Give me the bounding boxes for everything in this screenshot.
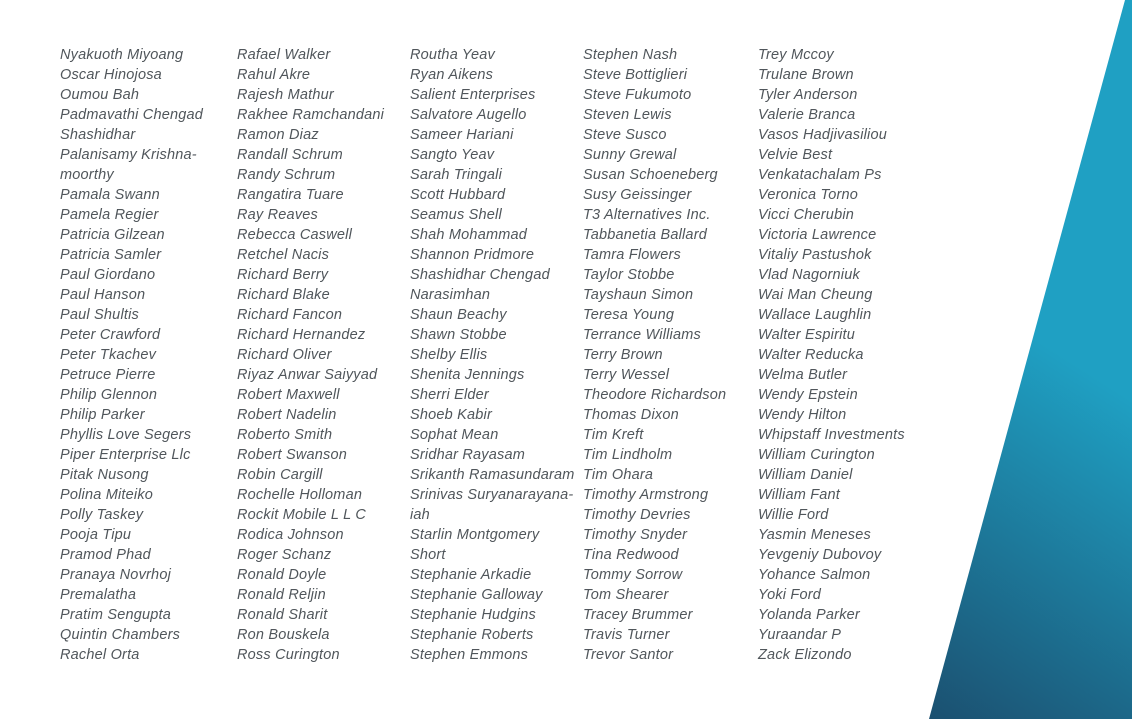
name-entry: Petruce Pierre — [60, 367, 156, 383]
name-entry: Palanisamy Krishna- — [60, 147, 197, 163]
name-entry: Rafael Walker — [237, 47, 331, 63]
name-entry: Velvie Best — [758, 147, 833, 163]
name-entry: Zack Elizondo — [758, 647, 852, 663]
name-entry: Peter Tkachev — [60, 347, 157, 363]
name-entry: Ronald Sharit — [237, 607, 328, 623]
name-entry: Steve Fukumoto — [583, 87, 692, 103]
name-entry: Wendy Epstein — [758, 387, 858, 403]
name-entry: Shah Mohammad — [410, 227, 528, 243]
name-entry: Ronald Doyle — [237, 567, 327, 583]
name-entry: Travis Turner — [583, 627, 670, 643]
name-entry: Sangto Yeav — [410, 147, 495, 163]
names-column-5 — [758, 45, 938, 665]
name-entry: Veronica Torno — [758, 187, 859, 203]
name-entry: Tom Shearer — [583, 587, 669, 603]
name-entry: Sameer Hariani — [410, 127, 514, 143]
name-entry: Tim Lindholm — [583, 447, 673, 463]
names-column-4 — [583, 45, 763, 665]
name-entry: Welma Butler — [758, 367, 848, 383]
name-entry: Salvatore Augello — [410, 107, 527, 123]
name-entry: Stephen Emmons — [410, 647, 529, 663]
name-entry: Salient Enterprises — [410, 87, 536, 103]
name-entry: Steve Susco — [583, 127, 667, 143]
name-entry: Theodore Richardson — [583, 387, 727, 403]
name-entry: Padmavathi Chengad — [60, 107, 204, 123]
name-entry: Tim Kreft — [583, 427, 644, 443]
name-entry: Yuraandar P — [758, 627, 842, 643]
name-entry: Premalatha — [60, 587, 137, 603]
name-entry: Rochelle Holloman — [237, 487, 363, 503]
name-entry: Robert Swanson — [237, 447, 347, 463]
names-column-3 — [410, 45, 590, 665]
name-entry: Patricia Gilzean — [60, 227, 165, 243]
name-entry: Richard Berry — [237, 267, 329, 283]
name-entry: Tamra Flowers — [583, 247, 681, 263]
name-entry: Walter Espiritu — [758, 327, 856, 343]
name-entry: Sophat Mean — [410, 427, 499, 443]
name-entry: Valerie Branca — [758, 107, 856, 123]
name-entry: Rockit Mobile L L C — [237, 507, 366, 523]
name-entry: Richard Hernandez — [237, 327, 366, 343]
name-entry: Whipstaff Investments — [758, 427, 905, 443]
name-entry: Srikanth Ramasundaram — [410, 467, 575, 483]
name-entry: Yolanda Parker — [758, 607, 860, 623]
name-entry: Walter Reducka — [758, 347, 864, 363]
name-entry: Tina Redwood — [583, 547, 679, 563]
name-entry: Ronald Reljin — [237, 587, 326, 603]
name-entry: Ray Reaves — [237, 207, 318, 223]
name-entry: Richard Oliver — [237, 347, 332, 363]
name-entry: Peter Crawford — [60, 327, 161, 343]
name-entry: Wai Man Cheung — [758, 287, 873, 303]
name-entry: Pramod Phad — [60, 547, 151, 563]
name-entry: Pitak Nusong — [60, 467, 149, 483]
name-entry: Vlad Nagorniuk — [758, 267, 860, 283]
name-entry: Philip Glennon — [60, 387, 158, 403]
name-entry: Stephanie Hudgins — [410, 607, 536, 623]
name-entry: Polly Taskey — [60, 507, 144, 523]
name-entry: Rodica Johnson — [237, 527, 344, 543]
name-entry: Trevor Santor — [583, 647, 674, 663]
name-entry: Tabbanetia Ballard — [583, 227, 707, 243]
name-entry: Thomas Dixon — [583, 407, 679, 423]
name-entry: Philip Parker — [60, 407, 145, 423]
name-entry: Sridhar Rayasam — [410, 447, 526, 463]
name-entry: Starlin Montgomery — [410, 527, 540, 543]
name-entry: T3 Alternatives Inc. — [583, 207, 711, 223]
name-entry: Terry Wessel — [583, 367, 670, 383]
name-entry: Shelby Ellis — [410, 347, 488, 363]
name-entry: William Fant — [758, 487, 841, 503]
name-entry: Ryan Aikens — [410, 67, 494, 83]
name-entry: Shoeb Kabir — [410, 407, 493, 423]
names-column-2 — [237, 45, 417, 665]
name-entry: Yohance Salmon — [758, 567, 871, 583]
name-entry: Stephen Nash — [583, 47, 678, 63]
name-entry: Shashidhar — [60, 127, 136, 143]
name-entry: Shawn Stobbe — [410, 327, 507, 343]
name-entry: Venkatachalam Ps — [758, 167, 882, 183]
name-entry: Yoki Ford — [758, 587, 822, 603]
name-entry: Vicci Cherubin — [758, 207, 855, 223]
name-entry: Ross Curington — [237, 647, 340, 663]
name-entry: Tracey Brummer — [583, 607, 693, 623]
name-entry: Paul Giordano — [60, 267, 156, 283]
name-entry: Quintin Chambers — [60, 627, 181, 643]
name-entry: Shaun Beachy — [410, 307, 507, 323]
name-entry: Susy Geissinger — [583, 187, 692, 203]
name-entry: Robin Cargill — [237, 467, 323, 483]
name-entry: Nyakuoth Miyoang — [60, 47, 184, 63]
name-entry: Sarah Tringali — [410, 167, 502, 183]
name-entry: Stephanie Galloway — [410, 587, 543, 603]
name-entry: Wendy Hilton — [758, 407, 847, 423]
name-entry: Willie Ford — [758, 507, 829, 523]
name-entry: Stephanie Arkadie — [410, 567, 532, 583]
name-entry: Short — [410, 547, 446, 563]
name-entry: Roberto Smith — [237, 427, 333, 443]
name-entry: Narasimhan — [410, 287, 491, 303]
name-entry: Timothy Devries — [583, 507, 691, 523]
name-entry: Sherri Elder — [410, 387, 489, 403]
name-entry: Tayshaun Simon — [583, 287, 694, 303]
name-entry: Patricia Samler — [60, 247, 162, 263]
name-entry: Retchel Nacis — [237, 247, 330, 263]
name-entry: Rahul Akre — [237, 67, 311, 83]
name-entry: iah — [410, 507, 430, 523]
name-entry: Pamala Swann — [60, 187, 160, 203]
name-entry: Phyllis Love Segers — [60, 427, 192, 443]
name-entry: Stephanie Roberts — [410, 627, 534, 643]
name-entry: Richard Fancon — [237, 307, 343, 323]
name-entry: Teresa Young — [583, 307, 675, 323]
name-entry: Paul Shultis — [60, 307, 139, 323]
name-entry: Ron Bouskela — [237, 627, 330, 643]
name-entry: Pooja Tipu — [60, 527, 132, 543]
name-entry: Terrance Williams — [583, 327, 701, 343]
name-entry: Robert Maxwell — [237, 387, 340, 403]
name-entry: Taylor Stobbe — [583, 267, 675, 283]
name-entry: Scott Hubbard — [410, 187, 506, 203]
name-entry: Rebecca Caswell — [237, 227, 353, 243]
name-entry: Susan Schoeneberg — [583, 167, 718, 183]
name-entry: Rangatira Tuare — [237, 187, 344, 203]
name-entry: Randy Schrum — [237, 167, 336, 183]
name-entry: Pratim Sengupta — [60, 607, 172, 623]
name-entry: William Daniel — [758, 467, 853, 483]
name-entry: Srinivas Suryanarayana- — [410, 487, 574, 503]
name-entry: Shenita Jennings — [410, 367, 525, 383]
name-entry: Pranaya Novrhoj — [60, 567, 171, 583]
name-entry: Trey Mccoy — [758, 47, 834, 63]
name-entry: Roger Schanz — [237, 547, 332, 563]
name-entry: Seamus Shell — [410, 207, 502, 223]
name-entry: Tommy Sorrow — [583, 567, 683, 583]
name-entry: Timothy Snyder — [583, 527, 688, 543]
name-entry: Riyaz Anwar Saiyyad — [237, 367, 378, 383]
name-entry: Oscar Hinojosa — [60, 67, 162, 83]
name-entry: Terry Brown — [583, 347, 663, 363]
name-entry: Yasmin Meneses — [758, 527, 871, 543]
name-entry: Trulane Brown — [758, 67, 854, 83]
name-entry: Ramon Diaz — [237, 127, 319, 143]
name-entry: Victoria Lawrence — [758, 227, 877, 243]
name-entry: Tim Ohara — [583, 467, 654, 483]
name-entry: Shashidhar Chengad — [410, 267, 550, 283]
name-entry: Richard Blake — [237, 287, 330, 303]
name-entry: Yevgeniy Dubovoy — [758, 547, 882, 563]
name-entry: William Curington — [758, 447, 875, 463]
name-entry: Polina Miteiko — [60, 487, 154, 503]
name-entry: Pamela Regier — [60, 207, 159, 223]
name-entry: Timothy Armstrong — [583, 487, 709, 503]
name-entry: Shannon Pridmore — [410, 247, 535, 263]
name-entry: Rajesh Mathur — [237, 87, 334, 103]
name-entry: Vasos Hadjivasiliou — [758, 127, 887, 143]
name-entry: Paul Hanson — [60, 287, 146, 303]
name-entry: Randall Schrum — [237, 147, 343, 163]
name-entry: Piper Enterprise Llc — [60, 447, 191, 463]
name-entry: Wallace Laughlin — [758, 307, 872, 323]
names-column-1 — [60, 45, 240, 665]
name-entry: Steven Lewis — [583, 107, 672, 123]
name-entry: Sunny Grewal — [583, 147, 677, 163]
name-entry: Rachel Orta — [60, 647, 140, 663]
name-entry: Tyler Anderson — [758, 87, 858, 103]
name-entry: Steve Bottiglieri — [583, 67, 688, 83]
name-entry: Rakhee Ramchandani — [237, 107, 385, 123]
name-entry: Oumou Bah — [60, 87, 140, 103]
name-entry: moorthy — [60, 167, 114, 183]
name-entry: Routha Yeav — [410, 47, 495, 63]
name-entry: Vitaliy Pastushok — [758, 247, 872, 263]
name-entry: Robert Nadelin — [237, 407, 337, 423]
